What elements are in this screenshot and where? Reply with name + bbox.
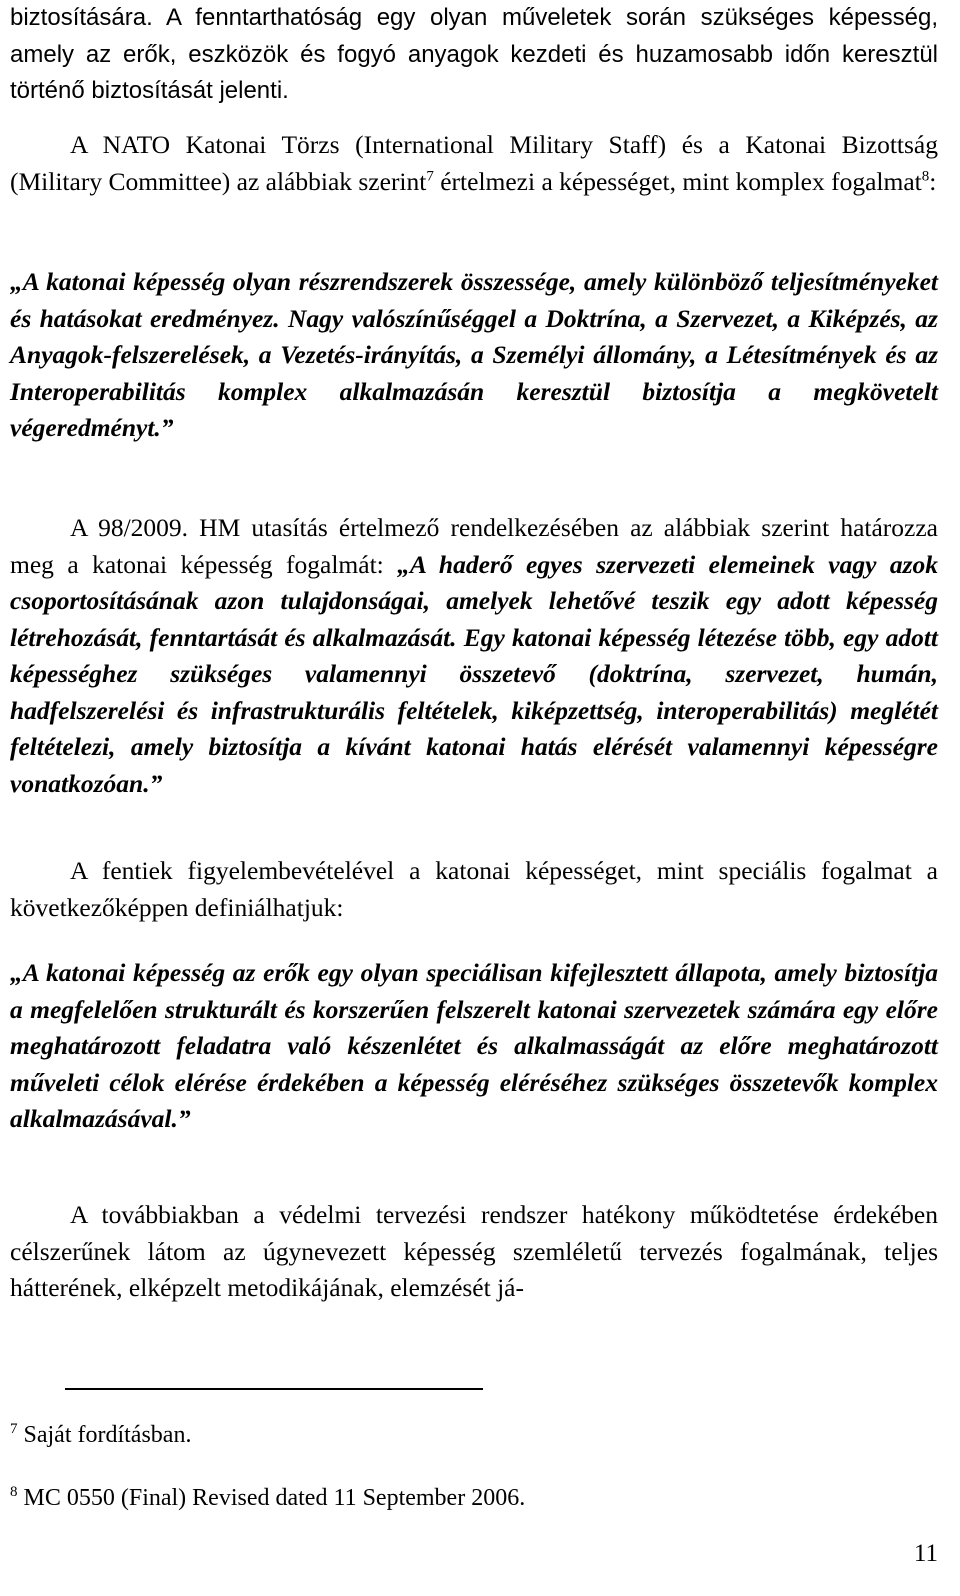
paragraph-further-analysis <box>10 1197 938 1307</box>
paragraph-hm-directive <box>10 510 938 802</box>
footnote-text: MC 0550 (Final) Revised dated 11 September 2006. <box>17 1485 526 1511</box>
footnote-8 <box>10 1483 525 1513</box>
paragraph-sustainability <box>10 0 938 110</box>
quote-text: „A katonai képesség olyan részrendszerek összessége, amely különböző teljesítményeket és hatásokat eredményez. Nagy valószínűséggel a Doktrína, a Szervezet, a Kiképzés, az Anyagok-felszerelések, a Vezetés-irányítás, a Személyi állomány, a Létesítmények és az Interoperabilitás komplex alkalmazásán keresztül biztosítja a megkövetelt végeredményt.” <box>10 267 938 442</box>
paragraph-text: biztosítására. A fenntarthatóság egy olyan műveletek során szükséges képesség, amely az erők, eszközök és fogyó anyagok kezdeti és huzamosabb időn keresztül történő biztosítását jelenti. <box>10 4 938 104</box>
paragraph-text-plain: A 98/2009. HM utasítás értelmező rendelkezésében az alábbiak szerint határozza meg a katonai képesség fogalmát: <box>10 513 938 579</box>
footnote-separator <box>65 1388 483 1390</box>
paragraph-text: A továbbiakban a védelmi tervezési rendszer hatékony működtetése érdekében célszerűnek látom az úgynevezett képesség szemléletű tervezés fogalmának, teljes hátterének, elképzelt metodikájának, elemzését já- <box>10 1200 938 1302</box>
paragraph-text: A fentiek figyelembevételével a katonai képességet, mint speciális fogalmat a következőképpen definiálhatjuk: <box>10 856 938 922</box>
footnote-ref-7[interactable]: 7 <box>426 168 434 184</box>
paragraph-text-a: A NATO Katonai Törzs (International Military Staff) és a Katonai <box>70 130 842 159</box>
paragraph-text-d: : <box>929 166 937 196</box>
page-number: 11 <box>913 1540 938 1567</box>
footnote-number: 7 <box>10 1421 18 1437</box>
footnote-number: 8 <box>10 1484 18 1500</box>
paragraph-text-c: értelmezi a képességet, mint komplex fogalmat <box>433 166 922 196</box>
quote-nato-definition <box>10 264 938 447</box>
paragraph-nato-definition-intro <box>10 127 938 200</box>
quote-own-definition <box>10 955 938 1138</box>
quote-text: „A katonai képesség az erők egy olyan speciálisan kifejlesztett állapota, amely biztosítja a megfelelően strukturált és korszerűen felszerelt katonai szervezetek számára egy előre meghatározott feladatra való készenlétet és alkalmasságát az előre meghatározott műveleti célok elérése érdekében a képesség eléréséhez szükséges összetevők komplex alkalmazásával.” <box>10 958 938 1133</box>
paragraph-text-b: Bizottság (Military Committee) az alábbiak szerint <box>10 130 938 196</box>
footnote-7 <box>10 1420 191 1450</box>
footnote-ref-8[interactable]: 8 <box>921 168 930 184</box>
footnote-text: Saját fordításban. <box>17 1422 192 1448</box>
quote-hm-definition: „A haderő egyes szervezeti elemeinek vagy azok csoportosításának azon tulajdonságai, amelyek lehetővé teszik egy adott képesség létrehozását, fenntartását és alkalmazását. Egy katonai képesség létezése több, egy adott képességhez szükséges valamennyi összetevő (doktrína, szervezet, humán, hadfelszerelési és infrastrukturális feltételek, kiképzettség, interoperabilitás) meglétét feltételezi, amely biztosítja a kívánt katonai hatás elérését valamennyi képességre vonatkozóan.” <box>10 549 938 798</box>
paragraph-definition-intro <box>10 853 938 926</box>
